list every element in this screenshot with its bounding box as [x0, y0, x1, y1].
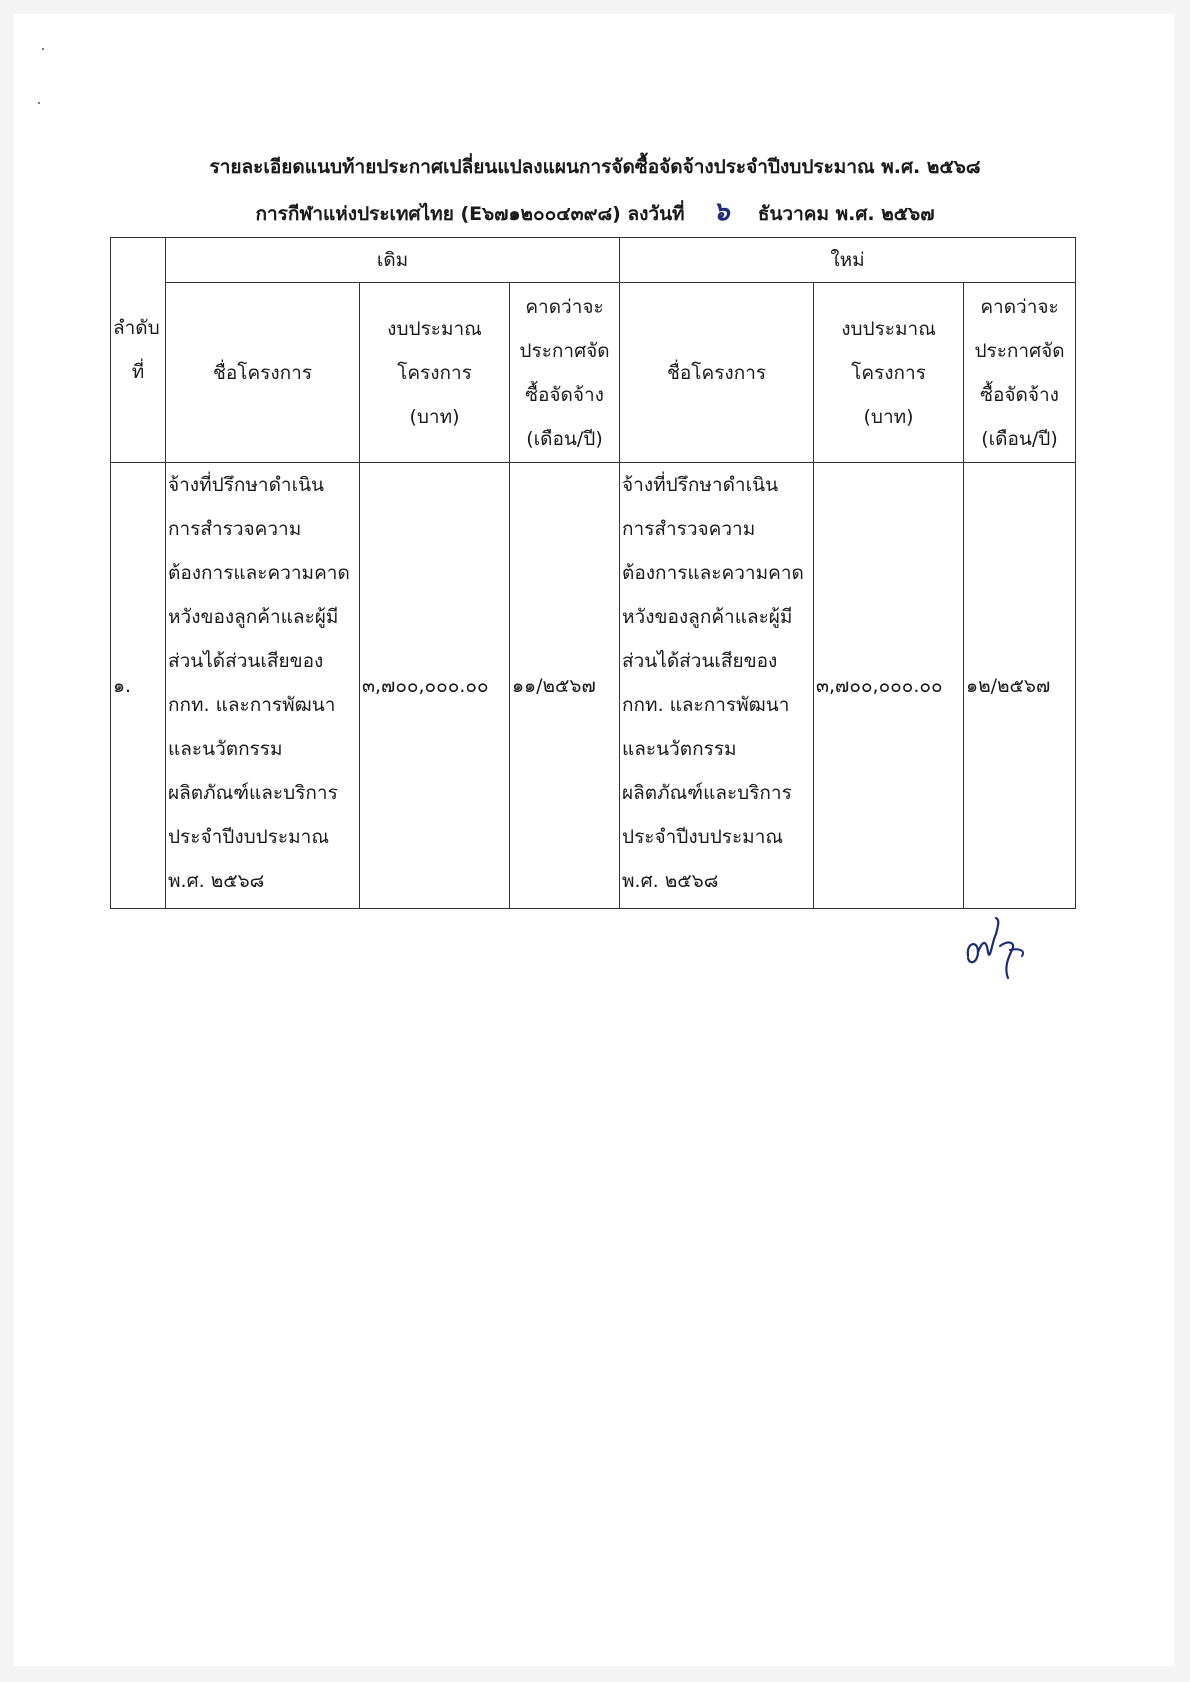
- new-project-name: [620, 463, 814, 909]
- name-line: กกท. และการพัฒนา: [168, 694, 336, 716]
- header-expected-line: คาดว่าจะ: [980, 295, 1059, 318]
- name-line: ส่วนได้ส่วนเสียของ: [168, 650, 324, 672]
- header-budget-line: โครงการ: [397, 361, 472, 384]
- name-line: หวังของลูกค้าและผู้มี: [168, 606, 339, 628]
- name-line: ผลิตภัณฑ์และบริการ: [168, 782, 338, 804]
- name-line: พ.ศ. ๒๕๖๘: [622, 870, 719, 892]
- old-project-name: [166, 463, 360, 909]
- header-expected-line: ซื้อจัดจ้าง: [525, 383, 604, 406]
- header-seq-line1: ลำดับ: [113, 317, 160, 339]
- header-budget-line: (บาท): [863, 405, 914, 428]
- document-subtitle: [0, 198, 1190, 228]
- name-line: ประจำปีงบประมาณ: [622, 826, 783, 848]
- table-header-group-row: [111, 238, 1076, 283]
- header-seq-line2: ที่: [131, 361, 145, 383]
- name-line: ส่วนได้ส่วนเสียของ: [622, 650, 778, 672]
- header-expected-line: ซื้อจัดจ้าง: [980, 383, 1059, 406]
- signature-mark: [962, 912, 1042, 982]
- name-line: พ.ศ. ๒๕๖๘: [168, 870, 265, 892]
- header-new-name: ชื่อโครงการ: [620, 283, 814, 463]
- name-line: และนวัตกรรม: [622, 738, 737, 760]
- header-new-group: ใหม่: [620, 238, 1076, 283]
- name-line: จ้างที่ปรึกษาดำเนิน: [622, 474, 779, 496]
- name-line: กกท. และการพัฒนา: [622, 694, 790, 716]
- header-old-group: เดิม: [166, 238, 620, 283]
- table-header-sub-row: [111, 283, 1076, 463]
- name-line: ผลิตภัณฑ์และบริการ: [622, 782, 792, 804]
- new-budget: ๓,๗๐๐,๐๐๐.๐๐: [814, 463, 964, 909]
- header-budget-line: (บาท): [409, 405, 460, 428]
- header-new-budget: [814, 283, 964, 463]
- header-old-name: ชื่อโครงการ: [166, 283, 360, 463]
- name-line: หวังของลูกค้าและผู้มี: [622, 606, 793, 628]
- header-budget-line: งบประมาณ: [387, 317, 482, 340]
- header-old-budget: [360, 283, 510, 463]
- old-expected-date: ๑๑/๒๕๖๗: [510, 463, 620, 909]
- header-budget-line: โครงการ: [851, 361, 926, 384]
- document-title: รายละเอียดแนบท้ายประกาศเปลี่ยนแปลงแผนการจัดซื้อจัดจ้างประจำปีงบประมาณ พ.ศ. ๒๕๖๘: [209, 156, 981, 178]
- name-line: ต้องการและความคาด: [622, 562, 804, 584]
- header-expected-line: (เดือน/ปี): [981, 427, 1058, 450]
- header-new-expected: [964, 283, 1076, 463]
- name-line: จ้างที่ปรึกษาดำเนิน: [168, 474, 325, 496]
- procurement-plan-table: [110, 237, 1076, 909]
- header-old-expected: [510, 283, 620, 463]
- header-expected-line: (เดือน/ปี): [526, 427, 603, 450]
- header-expected-line: ประกาศจัด: [519, 339, 610, 362]
- header-budget-line: งบประมาณ: [841, 317, 936, 340]
- header-expected-line: คาดว่าจะ: [525, 295, 604, 318]
- old-budget: ๓,๗๐๐,๐๐๐.๐๐: [360, 463, 510, 909]
- scan-speck: [38, 102, 40, 104]
- header-expected-line: ประกาศจัด: [974, 339, 1065, 362]
- subtitle-prefix: การกีฬาแห่งประเทศไทย (E๖๗๑๒๐๐๔๓๙๘) ลงวันที่: [255, 203, 685, 225]
- name-line: ต้องการและความคาด: [168, 562, 350, 584]
- header-seq: [111, 238, 166, 463]
- name-line: และนวัตกรรม: [168, 738, 283, 760]
- scan-speck: [42, 48, 44, 50]
- name-line: การสำรวจความ: [622, 518, 756, 540]
- row-seq: ๑.: [111, 463, 166, 909]
- name-line: การสำรวจความ: [168, 518, 302, 540]
- subtitle-suffix: ธันวาคม พ.ศ. ๒๕๖๗: [757, 203, 935, 225]
- name-line: ประจำปีงบประมาณ: [168, 826, 329, 848]
- new-expected-date: ๑๒/๒๕๖๗: [964, 463, 1076, 909]
- table-row: [111, 463, 1076, 909]
- handwritten-day: ๖: [712, 197, 730, 227]
